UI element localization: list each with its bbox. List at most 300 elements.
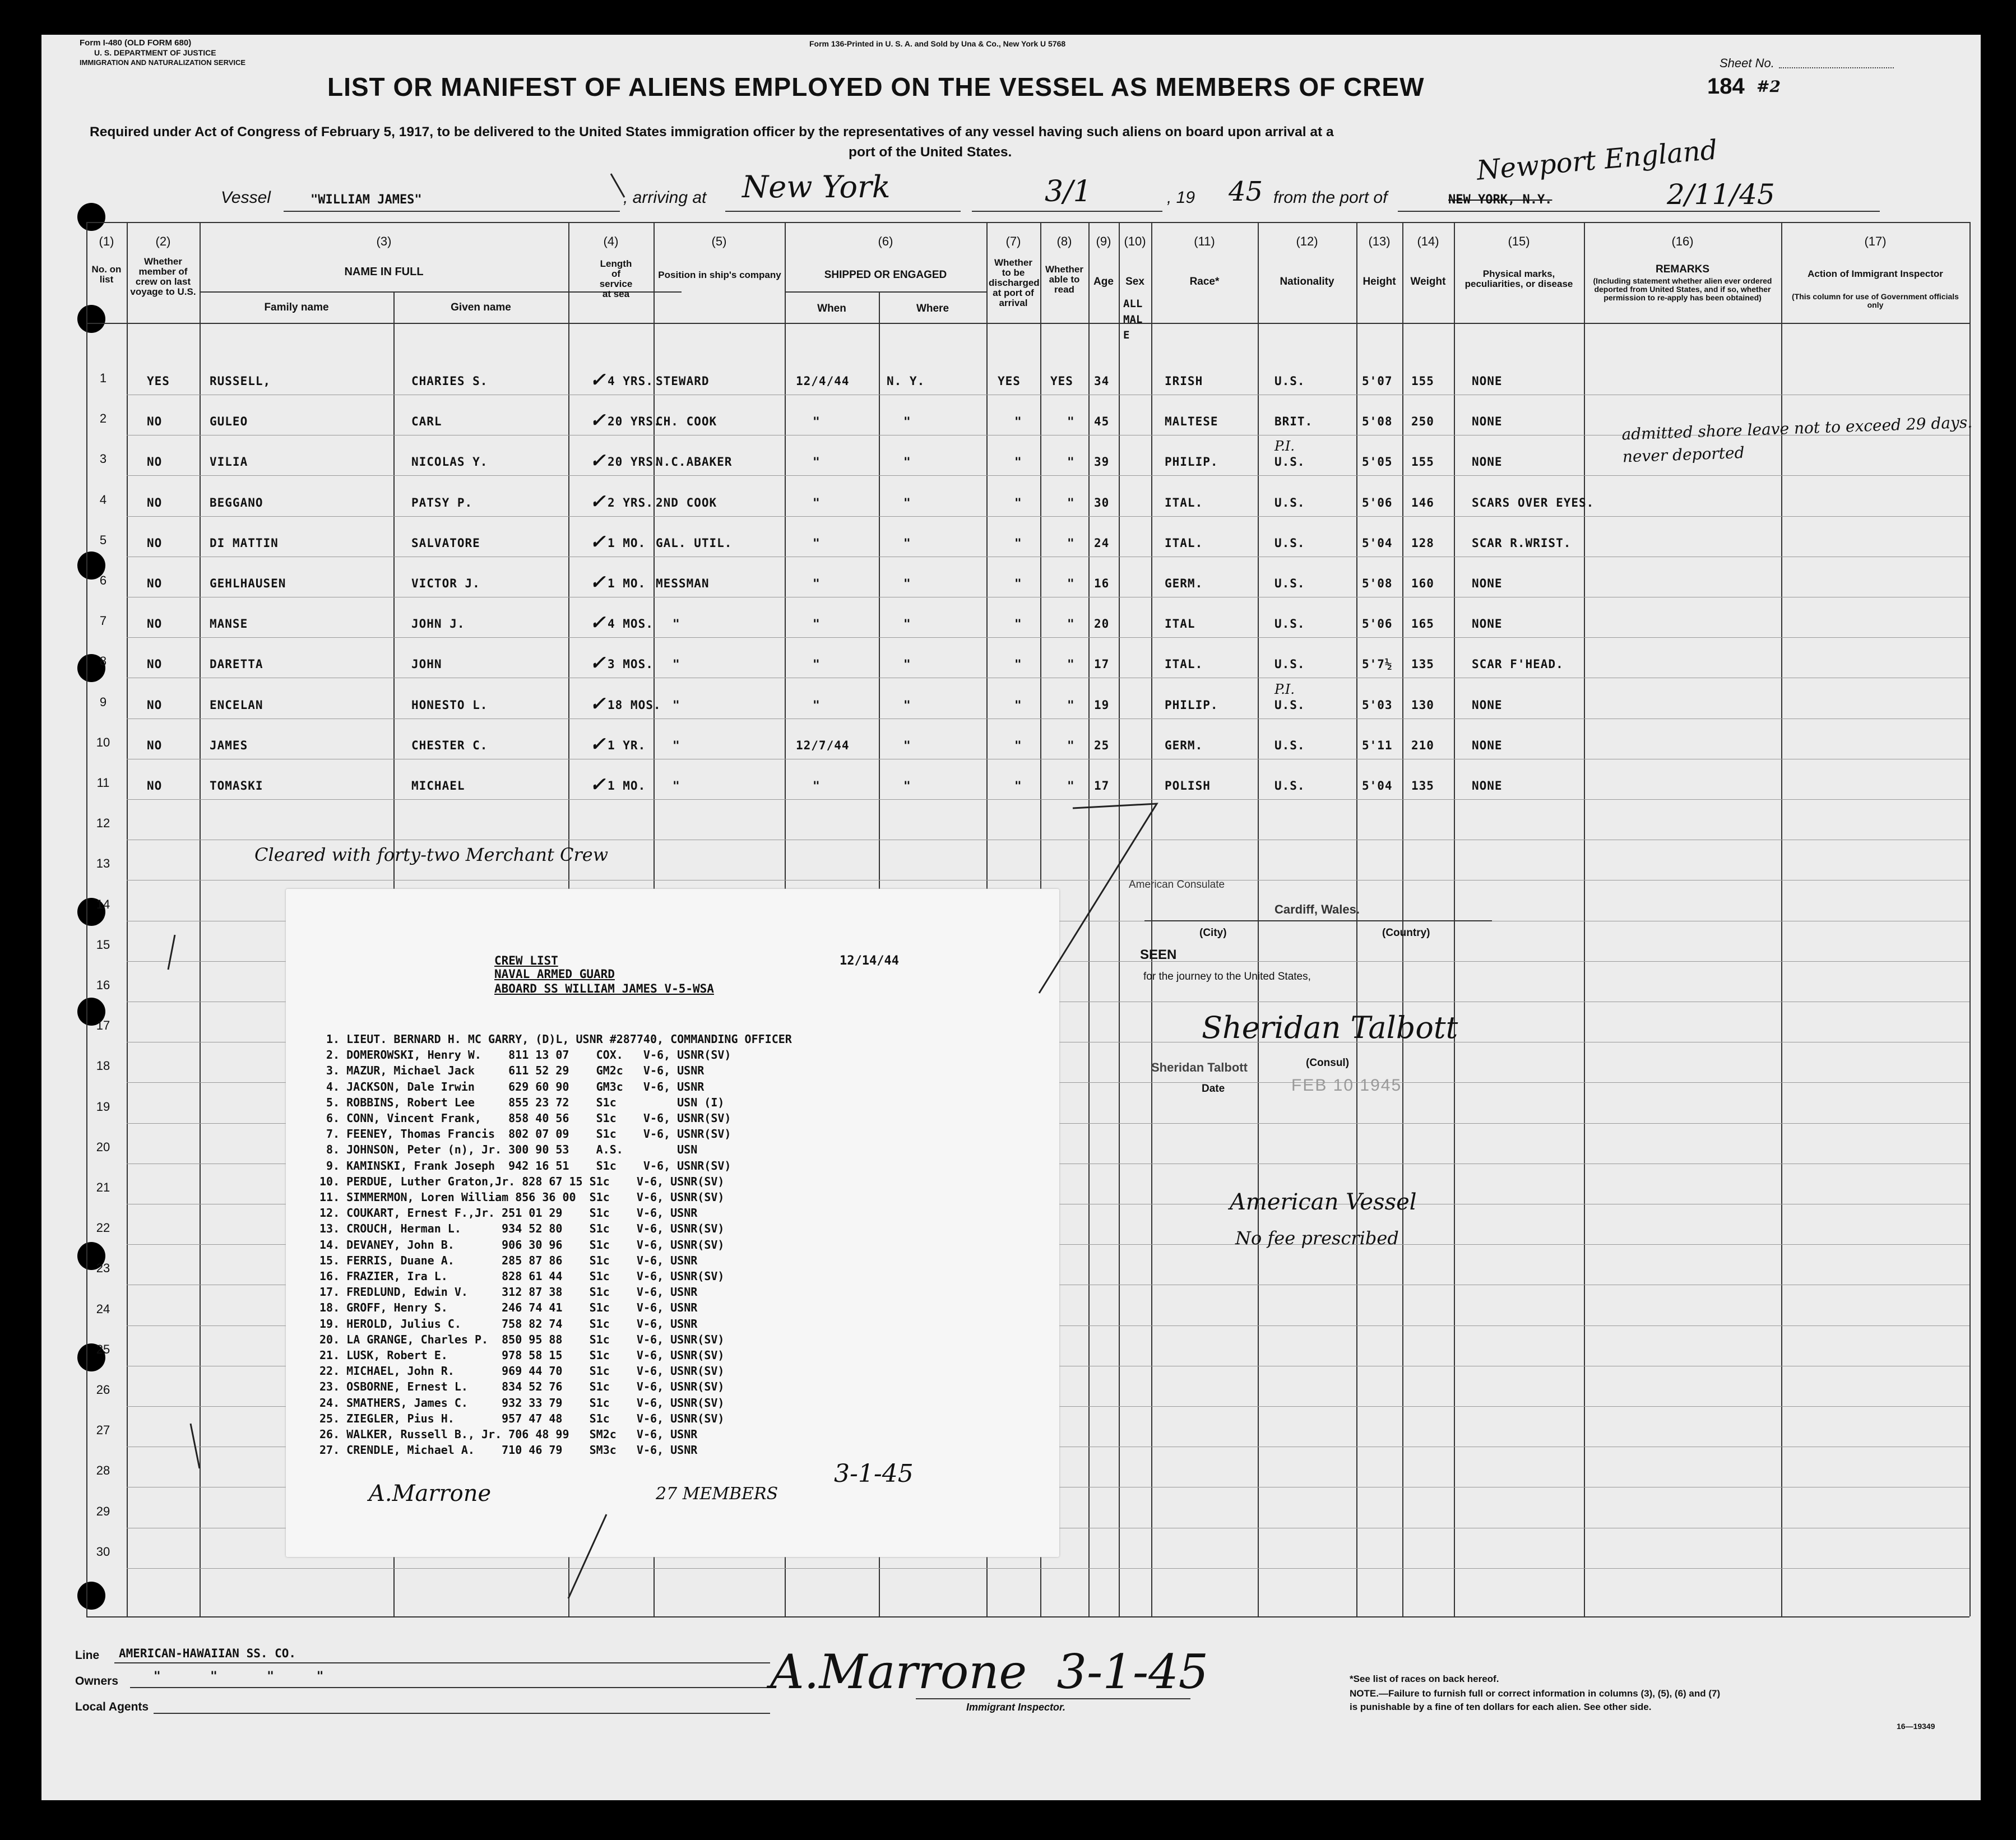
naval-crew-row: 21. LUSK, Robert E. 978 58 15 S1c V-6, USNR(SV) [319, 1348, 725, 1362]
col-header-service: Length of service at sea [599, 258, 633, 299]
footer-line-label: Line [75, 1649, 100, 1662]
position-cell: " [673, 738, 680, 752]
marks-cell: NONE [1472, 374, 1503, 388]
row-number: 24 [96, 1301, 110, 1316]
height-cell: 5'07 [1362, 374, 1393, 388]
footer-owners-value: " " " " [154, 1669, 324, 1683]
col-num: (16) [1671, 234, 1694, 248]
crew-list-signature: A.Marrone [369, 1481, 492, 1507]
col-header-given: Given name [451, 302, 511, 313]
row-number: 18 [96, 1059, 110, 1073]
naval-crew-row: 1. LIEUT. BERNARD H. MC GARRY, (D)L, USNR #287740, COMMANDING OFFICER [326, 1032, 792, 1046]
position-cell: STEWARD [656, 374, 710, 388]
crew-list-members: 27 MEMBERS [656, 1484, 778, 1504]
weight-cell: 135 [1411, 657, 1434, 671]
given-name-cell: CARL [411, 415, 442, 429]
weight-cell: 210 [1411, 738, 1434, 752]
when-cell: " [813, 577, 821, 590]
service-cell: 20 YRS. [608, 455, 661, 469]
race-cell: ITAL [1165, 617, 1195, 631]
row-number: 27 [96, 1423, 110, 1438]
year-suffix: 45 [1229, 176, 1263, 207]
footer-note-2: NOTE.—Failure to furnish full or correct information in columns (3), (5), (6) and (7) [1350, 1688, 1721, 1699]
position-cell: " [673, 617, 680, 631]
where-cell: " [903, 657, 911, 671]
marks-cell: NONE [1472, 738, 1503, 752]
col-num: (10) [1124, 234, 1146, 248]
subtitle: Required under Act of Congress of February 5, 1917, to be delivered to the United States immigration officer by the representatives of any vessel having such aliens on board upon arrival at a [90, 124, 1334, 140]
row-number: 14 [96, 897, 110, 911]
check-mark: ✓ [590, 571, 606, 594]
age-cell: 20 [1094, 617, 1110, 631]
inspector-label: Immigrant Inspector. [966, 1702, 1066, 1713]
weight-cell: 135 [1411, 779, 1434, 792]
age-cell: 39 [1094, 455, 1110, 469]
where-cell: " [903, 455, 911, 469]
member-cell: NO [147, 495, 163, 509]
discharged-cell: " [1014, 617, 1022, 631]
naval-crew-row: 25. ZIEGLER, Pius H. 957 47 48 S1c V-6, USNR(SV) [319, 1411, 725, 1425]
service-cell: 18 MOS. [608, 698, 661, 712]
check-mark: ✓ [590, 369, 606, 391]
crew-list-subtitle-2: ABOARD SS WILLIAM JAMES V-5-WSA [494, 982, 714, 995]
crew-list-subtitle: NAVAL ARMED GUARD [494, 967, 615, 981]
sheet-suffix: #2 [1757, 77, 1781, 96]
position-cell: MESSMAN [656, 577, 710, 590]
pen-strokes [41, 35, 1981, 1800]
check-mark: ✓ [590, 652, 606, 675]
col-header-height: Height [1362, 276, 1396, 288]
marks-cell: NONE [1472, 455, 1503, 469]
member-cell: NO [147, 779, 163, 792]
where-cell: " [903, 617, 911, 631]
row-number: 4 [99, 492, 107, 507]
naval-crew-row: 15. FERRIS, Duane A. 285 87 86 S1c V-6, USNR [319, 1253, 698, 1267]
page-title: LIST OR MANIFEST OF ALIENS EMPLOYED ON THE VESSEL AS MEMBERS OF CREW [327, 72, 1425, 101]
weight-cell: 160 [1411, 577, 1434, 590]
read-cell: " [1067, 779, 1075, 792]
footer-note-1: *See list of races on back hereof. [1350, 1674, 1499, 1684]
row-number: 2 [99, 411, 107, 426]
naval-crew-row: 17. FREDLUND, Edwin V. 312 87 38 S1c V-6, USNR [319, 1285, 698, 1299]
height-cell: 5'08 [1362, 577, 1393, 590]
crew-list-title: CREW LIST [494, 954, 558, 967]
where-cell: N. Y. [887, 374, 925, 388]
row-number: 6 [99, 573, 107, 587]
sheet-number: 184 [1707, 74, 1745, 99]
vessel-name: "WILLIAM JAMES" [310, 193, 422, 207]
col-num: (2) [155, 234, 171, 248]
read-cell: " [1067, 577, 1075, 590]
sheet-label: Sheet No. [1720, 56, 1774, 70]
family-name-cell: GULEO [210, 415, 248, 429]
row-number: 5 [99, 532, 107, 547]
arrival-date: 3/1 [1045, 175, 1092, 208]
nationality-cell: U.S. [1275, 495, 1305, 509]
col-header-remarks-note: (Including statement whether alien ever ordered deported from United States, and if so, whether permission to re-apply has been obtained) [1593, 276, 1772, 302]
col-num: (3) [376, 234, 392, 248]
col-header-no: No. on list [91, 264, 122, 285]
check-mark: ✓ [590, 449, 606, 472]
from-port-label: from the port of [1273, 188, 1388, 207]
race-cell: POLISH [1165, 779, 1211, 792]
row-number: 16 [96, 978, 110, 992]
where-cell: " [903, 577, 911, 590]
height-cell: 5'11 [1362, 738, 1393, 752]
check-mark: ✓ [590, 733, 606, 756]
col-num: (1) [99, 234, 114, 248]
nationality-cell: U.S. [1275, 374, 1305, 388]
col-num: (5) [711, 234, 727, 248]
naval-crew-row: 16. FRAZIER, Ira L. 828 61 44 S1c V-6, USNR(SV) [319, 1269, 725, 1283]
discharged-cell: " [1014, 495, 1022, 509]
col-num: (9) [1096, 234, 1111, 248]
col-num: (8) [1056, 234, 1072, 248]
naval-crew-row: 22. MICHAEL, John R. 969 44 70 S1c V-6, USNR(SV) [319, 1364, 725, 1378]
check-mark: ✓ [590, 692, 606, 715]
race-cell: GERM. [1165, 577, 1203, 590]
col-header-member: Whether member of crew on last voyage to U.S. [130, 256, 196, 297]
read-cell: " [1067, 698, 1075, 712]
when-cell: " [813, 455, 821, 469]
age-cell: 24 [1094, 536, 1110, 550]
when-cell: 12/4/44 [796, 374, 850, 388]
arriving-label: , arriving at [623, 188, 707, 207]
given-name-cell: HONESTO L. [411, 698, 488, 712]
check-mark: ✓ [590, 611, 606, 634]
marks-cell: SCARS OVER EYES. [1472, 495, 1595, 509]
given-name-cell: CHARIES S. [411, 374, 488, 388]
race-cell: PHILIP. [1165, 455, 1218, 469]
row-number: 17 [96, 1018, 110, 1033]
naval-crew-row: 19. HEROLD, Julius C. 758 82 74 S1c V-6, USNR [319, 1317, 698, 1331]
nationality-cell: U.S. [1275, 536, 1305, 550]
age-cell: 45 [1094, 415, 1110, 429]
subtitle-2: port of the United States. [849, 145, 1012, 160]
row-number: 11 [96, 776, 110, 790]
weight-cell: 250 [1411, 415, 1434, 429]
nationality-cell: U.S. [1275, 779, 1305, 792]
given-name-cell: CHESTER C. [411, 738, 488, 752]
read-cell: " [1067, 455, 1075, 469]
member-cell: NO [147, 536, 163, 550]
age-cell: 30 [1094, 495, 1110, 509]
col-num: (4) [603, 234, 619, 248]
from-port-typed: NEW YORK, N.Y. [1448, 193, 1552, 207]
discharged-cell: " [1014, 415, 1022, 429]
col-header-remarks: REMARKS [1655, 263, 1710, 275]
member-cell: NO [147, 455, 163, 469]
stamp-date-label: Date [1202, 1083, 1225, 1095]
american-vessel-note: American Vessel [1230, 1189, 1417, 1215]
row-number: 20 [96, 1139, 110, 1154]
consul-signature: Sheridan Talbott [1202, 1010, 1458, 1045]
service-cell: 1 MO. [608, 779, 646, 792]
read-cell: " [1067, 495, 1075, 509]
position-cell: CH. COOK [656, 415, 717, 429]
given-name-cell: PATSY P. [411, 495, 473, 509]
col-header-shipped: SHIPPED OR ENGAGED [824, 269, 947, 281]
when-cell: 12/7/44 [796, 738, 850, 752]
footer-note-3: is punishable by a fine of ten dollars for each alien. See other side. [1350, 1702, 1652, 1712]
discharged-cell: " [1014, 779, 1022, 792]
given-name-cell: NICOLAS Y. [411, 455, 488, 469]
age-cell: 17 [1094, 657, 1110, 671]
weight-cell: 155 [1411, 455, 1434, 469]
member-cell: YES [147, 374, 170, 388]
nationality-cell: U.S. [1275, 617, 1305, 631]
height-cell: 5'06 [1362, 617, 1393, 631]
row-number: 22 [96, 1221, 110, 1235]
family-name-cell: DARETTA [210, 657, 263, 671]
race-cell: MALTESE [1165, 415, 1218, 429]
col-header-family: Family name [264, 302, 329, 313]
where-cell: " [903, 495, 911, 509]
member-cell: NO [147, 657, 163, 671]
when-cell: " [813, 415, 821, 429]
marks-cell: SCAR F'HEAD. [1472, 657, 1564, 671]
height-cell: 5'04 [1362, 779, 1393, 792]
height-cell: 5'03 [1362, 698, 1393, 712]
read-cell: YES [1050, 374, 1073, 388]
given-name-cell: JOHN J. [411, 617, 465, 631]
col-header-sex: Sex [1125, 276, 1144, 288]
col-header-nationality: Nationality [1280, 276, 1334, 288]
row-number: 21 [96, 1180, 110, 1194]
consulate-journey: for the journey to the United States, [1143, 971, 1311, 982]
footer-line-value: AMERICAN-HAWAIIAN SS. CO. [119, 1647, 296, 1660]
naval-crew-row: 12. COUKART, Ernest F.,Jr. 251 01 29 S1c V-6, USNR [319, 1206, 698, 1220]
form-id: Form I-480 (OLD FORM 680) [80, 38, 192, 48]
col-header-name: NAME IN FULL [344, 266, 424, 278]
row-number: 9 [99, 694, 107, 709]
nationality-cell: U.S. [1275, 577, 1305, 590]
height-cell: 5'08 [1362, 415, 1393, 429]
year-prefix: , 19 [1167, 188, 1195, 207]
height-cell: 5'7½ [1362, 657, 1393, 671]
read-cell: " [1067, 617, 1075, 631]
position-cell: N.C.ABAKER [656, 455, 733, 469]
discharged-cell: " [1014, 738, 1022, 752]
naval-crew-row: 8. JOHNSON, Peter (n), Jr. 300 90 53 A.S. USN [326, 1143, 698, 1157]
col-header-age: Age [1093, 276, 1114, 288]
row-number: 23 [96, 1261, 110, 1276]
service-cell: 4 YRS. [608, 374, 654, 388]
read-cell: " [1067, 536, 1075, 550]
age-cell: 17 [1094, 779, 1110, 792]
consulate-city-label: (City) [1199, 927, 1227, 939]
position-cell: " [673, 779, 680, 792]
crew-list-date-handwritten: 3-1-45 [834, 1459, 914, 1488]
race-cell: IRISH [1165, 374, 1203, 388]
col-header-action-note: (This column for use of Government officials only [1792, 292, 1959, 309]
footer-agents-label: Local Agents [75, 1700, 149, 1713]
col-num: (11) [1194, 234, 1215, 248]
discharged-cell: " [1014, 577, 1022, 590]
naval-crew-row: 9. KAMINSKI, Frank Joseph 942 16 51 S1c V-6, USNR(SV) [326, 1158, 731, 1172]
age-cell: 16 [1094, 577, 1110, 590]
no-fee-note: No fee prescribed [1235, 1227, 1399, 1249]
naval-crew-row: 26. WALKER, Russell B., Jr. 706 48 99 SM2c V-6, USNR [319, 1427, 698, 1441]
sex-column-note: ALL MALE [1123, 298, 1143, 341]
service: IMMIGRATION AND NATURALIZATION SERVICE [80, 58, 246, 67]
family-name-cell: JAMES [210, 738, 248, 752]
nationality-correction: P.I. [1275, 438, 1295, 455]
marks-cell: NONE [1472, 779, 1503, 792]
age-cell: 25 [1094, 738, 1110, 752]
weight-cell: 165 [1411, 617, 1434, 631]
from-port-handwritten: Newport England [1475, 134, 1719, 187]
where-cell: " [903, 779, 911, 792]
where-cell: " [903, 536, 911, 550]
row-number: 30 [96, 1544, 110, 1559]
check-mark: ✓ [590, 773, 606, 796]
consulate-city: Cardiff, Wales. [1275, 902, 1360, 916]
discharged-cell: " [1014, 536, 1022, 550]
read-cell: " [1067, 415, 1075, 429]
family-name-cell: GEHLHAUSEN [210, 577, 286, 590]
naval-crew-row: 3. MAZUR, Michael Jack 611 52 29 GM2c V-6, USNR [326, 1064, 705, 1078]
member-cell: NO [147, 617, 163, 631]
col-num: (7) [1005, 234, 1021, 248]
given-name-cell: SALVATORE [411, 536, 480, 550]
weight-cell: 155 [1411, 374, 1434, 388]
naval-crew-row: 10. PERDUE, Luther Graton,Jr. 828 67 15 S1c V-6, USNR(SV) [319, 1174, 725, 1188]
when-cell: " [813, 495, 821, 509]
col-header-where: Where [916, 303, 949, 314]
height-cell: 5'04 [1362, 536, 1393, 550]
nationality-correction: P.I. [1275, 681, 1295, 697]
footer-owners-label: Owners [75, 1675, 119, 1688]
naval-crew-row: 11. SIMMERMON, Loren William 856 36 00 S1c V-6, USNR(SV) [319, 1190, 725, 1204]
naval-crew-row: 5. ROBBINS, Robert Lee 855 23 72 S1c USN (I) [326, 1095, 725, 1109]
naval-crew-row: 13. CROUCH, Herman L. 934 52 80 S1c V-6, USNR(SV) [319, 1222, 725, 1236]
col-header-position: Position in ship's company [658, 270, 781, 280]
row-number: 26 [96, 1383, 110, 1397]
col-header-marks: Physical marks, peculiarities, or disease [1465, 268, 1573, 289]
vessel-label: Vessel [221, 188, 271, 207]
col-num: (14) [1417, 234, 1439, 248]
marks-cell: NONE [1472, 415, 1503, 429]
given-name-cell: VICTOR J. [411, 577, 480, 590]
position-cell: GAL. UTIL. [656, 536, 733, 550]
service-cell: 2 YRS. [608, 495, 654, 509]
family-name-cell: RUSSELL, [210, 374, 271, 388]
service-cell: 1 MO. [608, 536, 646, 550]
col-header-action: Action of Immigrant Inspector [1808, 268, 1943, 279]
weight-cell: 146 [1411, 495, 1434, 509]
nationality-cell: U.S. [1275, 455, 1305, 469]
crew-list-date: 12/14/44 [840, 954, 899, 968]
position-cell: " [673, 657, 680, 671]
consul-name: Sheridan Talbott [1151, 1060, 1248, 1074]
consulate-country-label: (Country) [1382, 927, 1430, 939]
race-cell: PHILIP. [1165, 698, 1218, 712]
marks-cell: NONE [1472, 577, 1503, 590]
row-number: 8 [99, 654, 107, 669]
naval-crew-row: 27. CRENDLE, Michael A. 710 46 79 SM3c V-6, USNR [319, 1443, 698, 1457]
manifest-sheet [41, 35, 1981, 1800]
race-cell: ITAL. [1165, 495, 1203, 509]
when-cell: " [813, 657, 821, 671]
marks-cell: SCAR R.WRIST. [1472, 536, 1572, 550]
row-number: 15 [96, 937, 110, 952]
read-cell: " [1067, 657, 1075, 671]
col-header-weight: Weight [1410, 276, 1446, 288]
height-cell: 5'05 [1362, 455, 1393, 469]
marks-cell: NONE [1472, 617, 1503, 631]
remarks-handwritten: admitted shore leave not to exceed 29 days. never deported [1621, 413, 1973, 466]
naval-crew-row: 20. LA GRANGE, Charles P. 850 95 88 S1c V-6, USNR(SV) [319, 1332, 725, 1346]
family-name-cell: BEGGANO [210, 495, 263, 509]
arriving-port: New York [742, 169, 891, 205]
weight-cell: 128 [1411, 536, 1434, 550]
col-num: (12) [1296, 234, 1318, 248]
family-name-cell: TOMASKI [210, 779, 263, 792]
consul-label: (Consul) [1306, 1057, 1350, 1069]
service-cell: 1 YR. [608, 738, 646, 752]
row-number: 25 [96, 1342, 110, 1356]
consulate-name: American Consulate [1129, 879, 1225, 891]
given-name-cell: JOHN [411, 657, 442, 671]
naval-crew-row: 14. DEVANEY, John B. 906 30 96 S1c V-6, USNR(SV) [319, 1238, 725, 1252]
nationality-cell: BRIT. [1275, 415, 1313, 429]
naval-crew-row: 7. FEENEY, Thomas Francis 802 07 09 S1c V-6, USNR(SV) [326, 1127, 731, 1141]
member-cell: NO [147, 415, 163, 429]
height-cell: 5'06 [1362, 495, 1393, 509]
row-number: 13 [96, 856, 110, 871]
from-date-handwritten: 2/11/45 [1667, 178, 1775, 211]
check-mark: ✓ [590, 409, 606, 432]
where-cell: " [903, 738, 911, 752]
row-number: 28 [96, 1463, 110, 1478]
nationality-cell: U.S. [1275, 698, 1305, 712]
discharged-cell: " [1014, 455, 1022, 469]
where-cell: " [903, 698, 911, 712]
race-cell: ITAL. [1165, 657, 1203, 671]
naval-crew-row: 4. JACKSON, Dale Irwin 629 60 90 GM3c V-6, USNR [326, 1079, 705, 1093]
weight-cell: 130 [1411, 698, 1434, 712]
naval-crew-row: 6. CONN, Vincent Frank, 858 40 56 S1c V-6, USNR(SV) [326, 1111, 731, 1125]
discharged-cell: YES [998, 374, 1021, 388]
col-header-when: When [817, 303, 846, 314]
naval-crew-row: 24. SMATHERS, James C. 932 33 79 S1c V-6, USNR(SV) [319, 1396, 725, 1410]
col-num: (6) [878, 234, 893, 248]
printer-note: Form 136-Printed in U. S. A. and Sold by Una & Co., New York U 5768 [809, 39, 1066, 48]
consulate-seen: SEEN [1140, 947, 1177, 962]
row-number: 1 [99, 371, 107, 385]
race-cell: GERM. [1165, 738, 1203, 752]
family-name-cell: VILIA [210, 455, 248, 469]
age-cell: 34 [1094, 374, 1110, 388]
col-num: (17) [1864, 234, 1887, 248]
member-cell: NO [147, 577, 163, 590]
inspector-signature: A.Marrone 3-1-45 [770, 1644, 1209, 1699]
form-code: 16—19349 [1897, 1722, 1935, 1731]
row-number: 10 [96, 735, 110, 749]
when-cell: " [813, 698, 821, 712]
naval-crew-row: 18. GROFF, Henry S. 246 74 41 S1c V-6, USNR [319, 1301, 698, 1315]
department: U. S. DEPARTMENT OF JUSTICE [94, 48, 216, 57]
row-number: 29 [96, 1504, 110, 1518]
member-cell: NO [147, 698, 163, 712]
row-number: 19 [96, 1099, 110, 1114]
row-number: 3 [99, 452, 107, 466]
where-cell: " [903, 415, 911, 429]
nationality-cell: U.S. [1275, 738, 1305, 752]
given-name-cell: MICHAEL [411, 779, 465, 792]
race-cell: ITAL. [1165, 536, 1203, 550]
